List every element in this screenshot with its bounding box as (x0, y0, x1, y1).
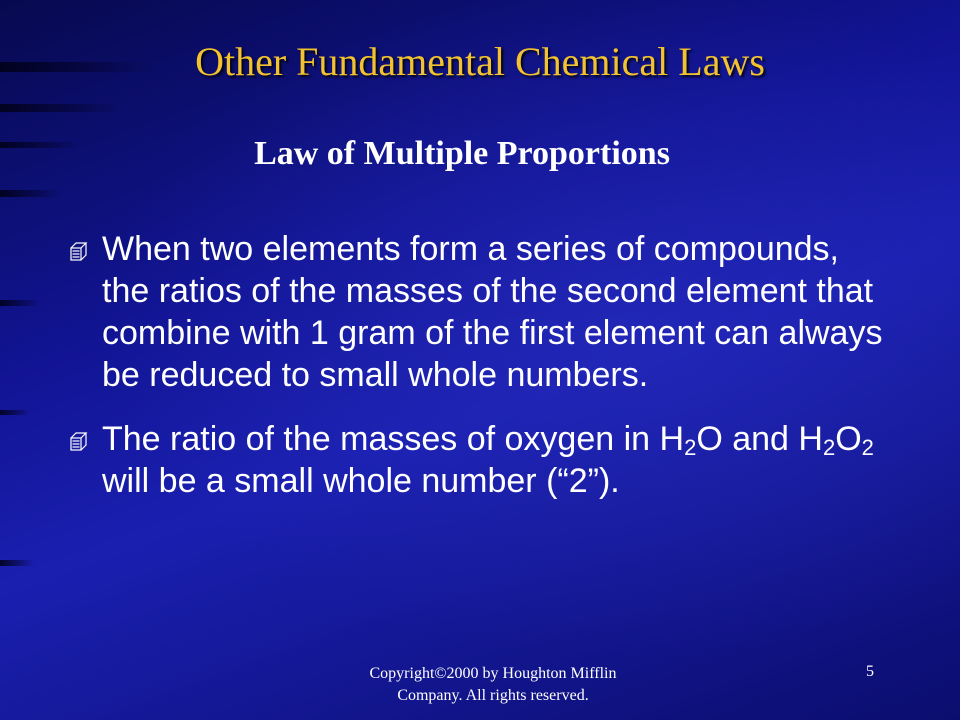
slide-title: Other Fundamental Chemical Laws (195, 39, 765, 84)
bullet-list (70, 228, 890, 524)
cube-bullet-icon (70, 432, 88, 452)
page-number: 5 (866, 663, 874, 680)
bullet-item (70, 418, 890, 502)
decorative-streak (0, 560, 34, 566)
decorative-streak (0, 190, 60, 197)
decorative-streak (0, 300, 40, 306)
decorative-streak (0, 410, 30, 415)
bullet-text: The ratio of the masses of oxygen in $H_2O$ and $H_2O_2$ will be a small whole number (“2”). (102, 420, 874, 500)
subscript: 2 (684, 435, 697, 460)
subscript: 2 (861, 435, 874, 460)
bullet-item (70, 228, 890, 396)
slide-subtitle: Law of Multiple Proportions (254, 135, 670, 172)
subscript: 2 (822, 435, 836, 460)
copyright-footer: Copyright©2000 by Houghton Mifflin Company. All rights reserved. (369, 665, 617, 704)
decorative-streak (0, 104, 120, 112)
bullet-text: When two elements form a series of compounds, the ratios of the masses of the second element that combine with 1 gram of the first element can always be reduced to small whole numbers. (102, 230, 883, 394)
cube-bullet-icon (70, 242, 88, 262)
